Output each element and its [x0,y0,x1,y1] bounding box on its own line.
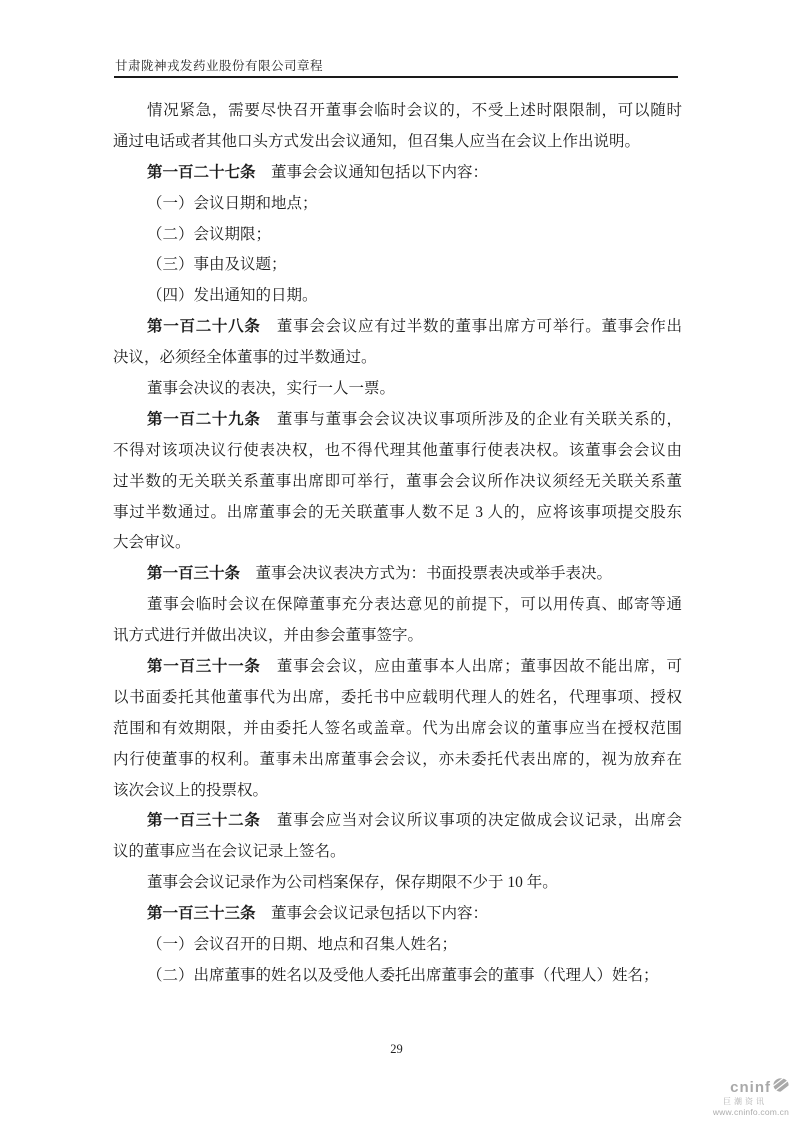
header-divider [114,76,678,78]
line-text: 事过半数通过。出席董事会的无关联董事人数不足 3 人的，应将该事项提交股东 [113,503,682,521]
line-text: 通过电话或者其他口头方式发出会议通知，但召集人应当在会议上作出说明。 [113,132,641,150]
line-text: 该次会议上的投票权。 [113,781,269,799]
document-line [113,528,682,559]
document-line [113,312,682,343]
page-number: 29 [390,1042,403,1056]
document-line [113,281,682,312]
line-text: 董事会临时会议在保障董事充分表达意见的前提下，可以用传真、邮寄等通 [147,596,682,614]
line-text: 董事会会议记录包括以下内容： [255,905,489,923]
article-number: 第一百三十一条 [147,658,261,676]
document-line [113,930,682,961]
article-number: 第一百三十三条 [147,905,256,923]
line-text: 以书面委托其他董事代为出席，委托书中应载明代理人的姓名，代理事项、授权 [113,688,682,706]
header-title: 甘肃陇神戎发药业股份有限公司章程 [115,59,324,73]
logo-name-cn: 巨潮资讯 [723,1097,767,1106]
document-line [113,405,682,436]
document-line [113,837,682,868]
line-text: 董事会会议，应由董事本人出席；董事因故不能出席，可 [260,658,682,676]
document-line [113,621,682,652]
swirl-globe-icon [773,1078,789,1096]
document-line [113,868,682,899]
document-body [113,96,682,992]
line-text: （一）会议日期和地点； [147,194,318,212]
article-number: 第一百二十八条 [147,318,261,336]
document-line [113,806,682,837]
document-line [113,467,682,498]
line-text: 过半数的无关联关系董事出席即可举行，董事会会议所作决议须经无关联关系董 [113,472,682,490]
line-text: 内行使董事的权利。董事未出席董事会会议，亦未委托代表出席的，视为放弃在 [113,750,682,768]
document-line [113,776,682,807]
line-text: 大会审议。 [113,534,191,552]
document-line [113,127,682,158]
logo-brand-text: cninf [730,1078,771,1096]
document-line [113,559,682,590]
line-text: （一）会议召开的日期、地点和召集人姓名； [147,936,458,954]
line-text: 董事会决议表决方式为：书面投票表决或举手表决。 [240,565,613,583]
line-text: 董事与董事会会议决议事项所涉及的企业有关联关系的， [260,410,682,428]
line-text: 不得对该项决议行使表决权，也不得代理其他董事行使表决权。该董事会会议由 [113,441,682,459]
document-line [113,250,682,281]
line-text: 范围和有效期限，并由委托人签名或盖章。代为出席会议的董事应当在授权范围 [113,719,682,737]
line-text: 情况紧急，需要尽快召开董事会临时会议的，不受上述时限限制，可以随时 [147,102,682,119]
document-line [113,652,682,683]
document-line [113,436,682,467]
line-text: （二）出席董事的姓名以及受他人委托出席董事会的董事（代理人）姓名； [147,966,659,984]
document-line [113,899,682,930]
line-text: 董事会决议的表决，实行一人一票。 [147,380,396,398]
document-line [113,96,682,127]
document-line [113,374,682,405]
document-line [113,343,682,374]
line-text: 董事会会议记录作为公司档案保存，保存期限不少于 10 年。 [147,874,558,892]
document-line [113,220,682,251]
logo-url: www.cninfo.com.cn [712,1107,789,1117]
document-line [113,961,682,992]
line-text: 董事会会议应有过半数的董事出席方可举行。董事会作出 [260,318,682,336]
document-line [113,158,682,189]
article-number: 第一百二十九条 [147,410,261,428]
line-text: 决议，必须经全体董事的过半数通过。 [113,349,377,367]
document-line [113,745,682,776]
document-line [113,189,682,220]
line-text: 董事会应当对会议所议事项的决定做成会议记录，出席会 [260,812,682,830]
line-text: 议的董事应当在会议记录上签名。 [113,843,346,861]
document-line [113,590,682,621]
document-line [113,714,682,745]
line-text: 董事会会议通知包括以下内容： [255,163,489,181]
line-text: 讯方式进行并做出决议，并由参会董事签字。 [113,627,424,645]
article-number: 第一百二十七条 [147,163,256,181]
document-line [113,683,682,714]
cninfo-logo [713,1078,789,1117]
document-line [113,498,682,529]
line-text: （二）会议期限； [147,225,272,243]
article-number: 第一百三十二条 [147,812,261,830]
article-number: 第一百三十条 [147,565,241,583]
line-text: （四）发出通知的日期。 [147,287,318,305]
line-text: （三）事由及议题； [147,256,287,274]
